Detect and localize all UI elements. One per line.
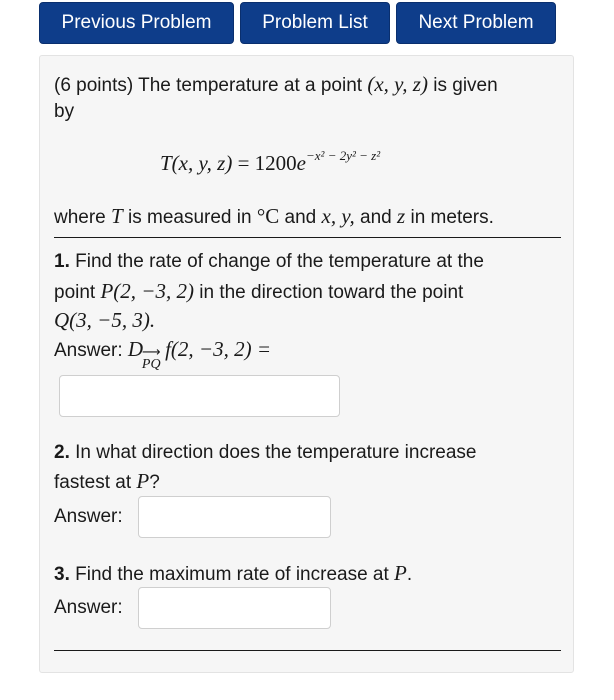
part2-answer-label: Answer: xyxy=(54,506,123,527)
problem-panel xyxy=(39,55,574,673)
part1-line3 xyxy=(54,306,155,336)
where-text-1: where xyxy=(54,207,112,228)
part1-text-2: point xyxy=(54,282,101,303)
where-T: T xyxy=(111,204,123,228)
part2-answer-input[interactable] xyxy=(138,496,331,538)
part1-answer-line xyxy=(54,335,272,372)
part2-line1 xyxy=(54,439,476,467)
part2-point-P: P xyxy=(136,469,150,493)
part1-line2 xyxy=(54,277,463,307)
dd-arrow-icon: ⟶ xyxy=(141,345,161,360)
where-text-2: is measured in xyxy=(122,207,257,228)
problem-list-button[interactable]: Problem List xyxy=(240,2,390,44)
where-z: z xyxy=(397,204,406,228)
part2-text-3: ? xyxy=(149,472,160,493)
part3-point-P: P xyxy=(394,561,407,585)
formula-exponent: −x² − 2y² − z² xyxy=(306,148,381,163)
part3-answer-input[interactable] xyxy=(138,587,331,629)
where-text-4: and xyxy=(354,207,398,228)
problem-intro-line2: by xyxy=(54,101,75,122)
part1-line1 xyxy=(54,248,484,276)
part1-answer-label: Answer: xyxy=(54,340,128,361)
where-line xyxy=(54,202,494,232)
intro-text: (6 points) The temperature at a point xyxy=(54,75,368,96)
part1-text-3: in the direction toward the point xyxy=(193,282,464,303)
divider-top xyxy=(54,237,561,238)
where-vars: x, y, xyxy=(321,204,355,228)
formula-coefficient: = 1200 xyxy=(232,151,297,175)
where-unit: °C xyxy=(256,204,280,228)
temperature-formula xyxy=(160,148,380,176)
previous-problem-button[interactable]: Previous Problem xyxy=(39,2,234,44)
intro-tail: is given xyxy=(427,75,498,96)
dd-D: D xyxy=(127,337,144,361)
where-text-5: in meters. xyxy=(405,207,494,228)
part1-number: 1. xyxy=(54,251,70,272)
dd-subscript: PQ xyxy=(141,357,161,372)
problem-nav xyxy=(39,2,556,44)
part1-point-P: P(2, −3, 2) xyxy=(100,279,194,303)
next-problem-button[interactable]: Next Problem xyxy=(396,2,556,44)
part1-answer-input[interactable] xyxy=(59,375,340,417)
part3-line1 xyxy=(54,559,412,589)
part3-text-2: . xyxy=(406,564,413,585)
part2-number: 2. xyxy=(54,442,70,463)
formula-base: e xyxy=(296,151,306,175)
point-variable: (x, y, z) xyxy=(367,72,428,96)
part2-text-1: In what direction does the temperature increase xyxy=(69,442,477,463)
where-text-3: and xyxy=(279,207,322,228)
problem-intro-line1 xyxy=(54,70,498,100)
part2-text-2: fastest at xyxy=(54,472,137,493)
formula-lhs: T(x, y, z) xyxy=(160,151,233,175)
directional-derivative xyxy=(127,335,161,372)
part2-line2 xyxy=(54,467,160,497)
divider-bottom xyxy=(54,650,561,651)
part1-text-1: Find the rate of change of the temperature at the xyxy=(69,251,484,272)
part3-number: 3. xyxy=(54,564,70,585)
dd-expression: f(2, −3, 2) = xyxy=(165,337,272,361)
part3-answer-label: Answer: xyxy=(54,597,123,618)
part3-text-1: Find the maximum rate of increase at xyxy=(69,564,395,585)
part1-point-Q: Q(3, −5, 3). xyxy=(54,308,156,332)
